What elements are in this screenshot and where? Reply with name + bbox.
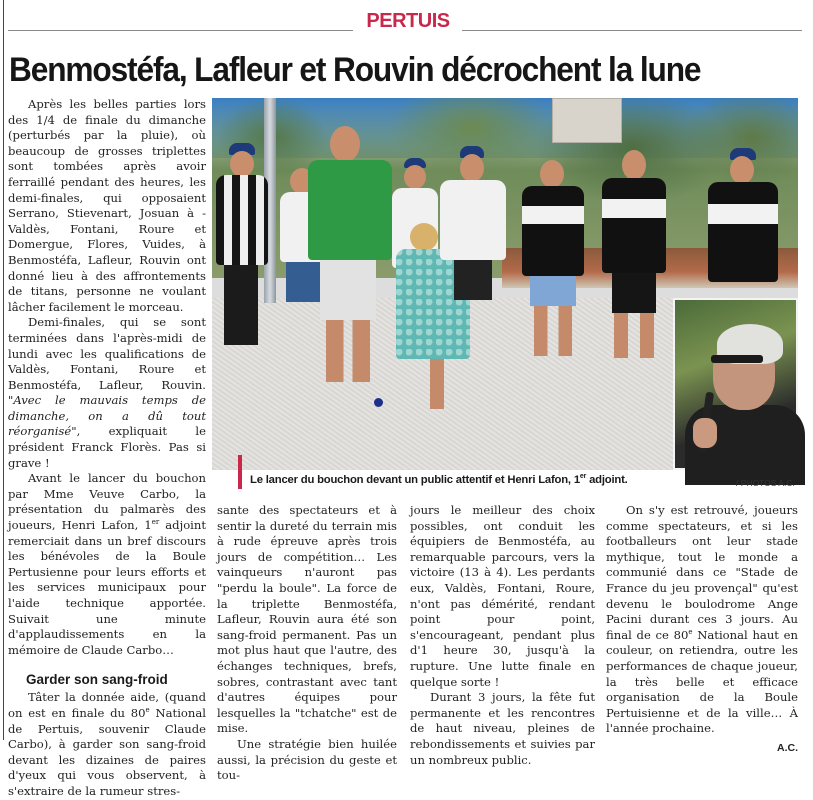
- paragraph: [8, 690, 206, 799]
- paragraph-with-quote: [8, 315, 206, 471]
- text-run: Avant le lancer du bouchon par Mme Veuve Carbo, la présentation du palmarès des joueurs, Henri Lafon, 1: [8, 471, 206, 533]
- rubric-label: PERTUIS: [366, 10, 450, 32]
- text-run: Tâter la donnée aide, (quand on est en finale du 80: [8, 690, 206, 720]
- section-rubric: [0, 8, 813, 32]
- main-photo: [212, 98, 798, 470]
- text-run: Demi-finales, qui se sont terminées dans l'après-midi de lundi avec les qualifications de Valdès, Fontani, Roure et Benmostéfa, Lafleur, Rouvin. ": [8, 315, 206, 408]
- article-column-3: [410, 503, 595, 768]
- jack-ball: [374, 398, 383, 407]
- photo-credit: / PHOTOS A.C.: [736, 478, 795, 488]
- left-column-rule: [3, 0, 4, 740]
- text-run: ", expliquait le président Franck Florès. Pas si grave !: [8, 424, 206, 470]
- text-run: adjoint remerciait dans un bref discours les bénévoles de la Boule Pertusienne pour leurs efforts et les services municipaux pour l'aide technique apportée. Suivait une minute d'applaudissements en la mémoire de Claude Carbo…: [8, 518, 207, 657]
- player-green-shirt: [308, 126, 392, 386]
- quote: Avec le mauvais temps de dimanche, on a dû tout réorganisé: [8, 393, 206, 439]
- paragraph: Durant 3 jours, la fête fut permanente et les rencontres de haut niveau, pleines de rebondissements et suivies par un nombreux public.: [410, 690, 595, 767]
- article-column-2: [217, 503, 397, 784]
- player-figure: [214, 143, 274, 353]
- paragraph: [8, 471, 206, 658]
- photo-building: [552, 98, 622, 143]
- text-run: On s'y est retrouvé, joueurs comme spectateurs, et si les footballeurs ont leur stade mythique, tout le monde a communié dans ce "Stade de France du jeu provençal" qu'est devenu le boulodrome Ange Pacini durant ces 3 jours. Au final de ce 80: [606, 503, 798, 642]
- superscript: er: [151, 518, 160, 527]
- winner-player: [708, 148, 778, 298]
- article-headline: Benmostéfa, Lafleur et Rouvin décrochent la lune: [9, 51, 701, 89]
- superscript: e: [688, 627, 693, 636]
- author-signature: A.C.: [777, 741, 798, 754]
- superscript: er: [579, 473, 587, 481]
- subheading: Garder son sang-froid: [26, 672, 168, 688]
- superscript: e: [145, 706, 150, 715]
- paragraph: Après les belles parties lors des 1/4 de finale du dimanche (perturbés par la pluie), où beaucoup de grosses triplettes sont tombées après avoir ferraillé pendant des heures, les demi-finales, qui opposaient Serrano, Stievenart, Josuan à - Valdès, Fontani, Roure et Domergue, Flores, Vuides, à Benmostéfa, Lafleur, Rouvin ont donné lieu à des affrontements de titans, personne ne voulant lâcher facilement le morceau.: [8, 97, 206, 314]
- article-column-1: [8, 97, 206, 800]
- rubric-rule-left: [8, 30, 353, 31]
- article-column-4: [606, 503, 798, 757]
- player-figure: [440, 146, 506, 346]
- rubric-rule-right: [462, 30, 802, 31]
- winner-player: [522, 160, 584, 360]
- caption-marker: [238, 455, 242, 489]
- text-run: adjoint.: [586, 474, 628, 486]
- photo-caption: [250, 474, 628, 486]
- paragraph: Une stratégie bien huilée aussi, la précision du geste et tou-: [217, 736, 397, 783]
- text-run: National haut en couleur, on retiendra, outre les performances de chaque joueur, la très belle et efficace organisation de la Boule Pertuisienne et de la ville… À l'année prochaine.: [606, 627, 798, 736]
- paragraph: sante des spectateurs et à sentir la dureté du terrain mis à rude épreuve après trois jours de compétition… Les vainqueurs n'auront pas "perdu la boule". La force de la triplette Benmostéfa, Lafleur, Rouvin aura été son sang-froid permanent. Pas un mot plus haut que l'autre, des échanges techniques, brefs, sobres, contrastant avec tant d'autres équipes pour lesquelles la "tchatche" est de mise.: [217, 503, 397, 736]
- winner-player: [602, 150, 666, 360]
- paragraph: jours le meilleur des choix possibles, ont conduit les équipiers de Benmostéfa, au remarquable parcours, vers la victoire (13 à 4). Les perdants eux, Valdès, Fontani, Roure, n'ont pas démérité, rendant point pour point, s'encourageant, pendant plus d'1 heure 30, jusqu'à la rupture. Une lutte finale en quelque sorte !: [410, 503, 595, 689]
- text-run: Le lancer du bouchon devant un public attentif et Henri Lafon, 1: [250, 474, 580, 486]
- paragraph: [606, 503, 798, 737]
- inset-photo-henri-lafon: [673, 298, 798, 470]
- text-run: National de Pertuis, souvenir Claude Carbo), à garder son sang-froid devant les dizaines de paires d'yeux qui vous observent, à s'extraire de la rumeur stres-: [8, 705, 206, 798]
